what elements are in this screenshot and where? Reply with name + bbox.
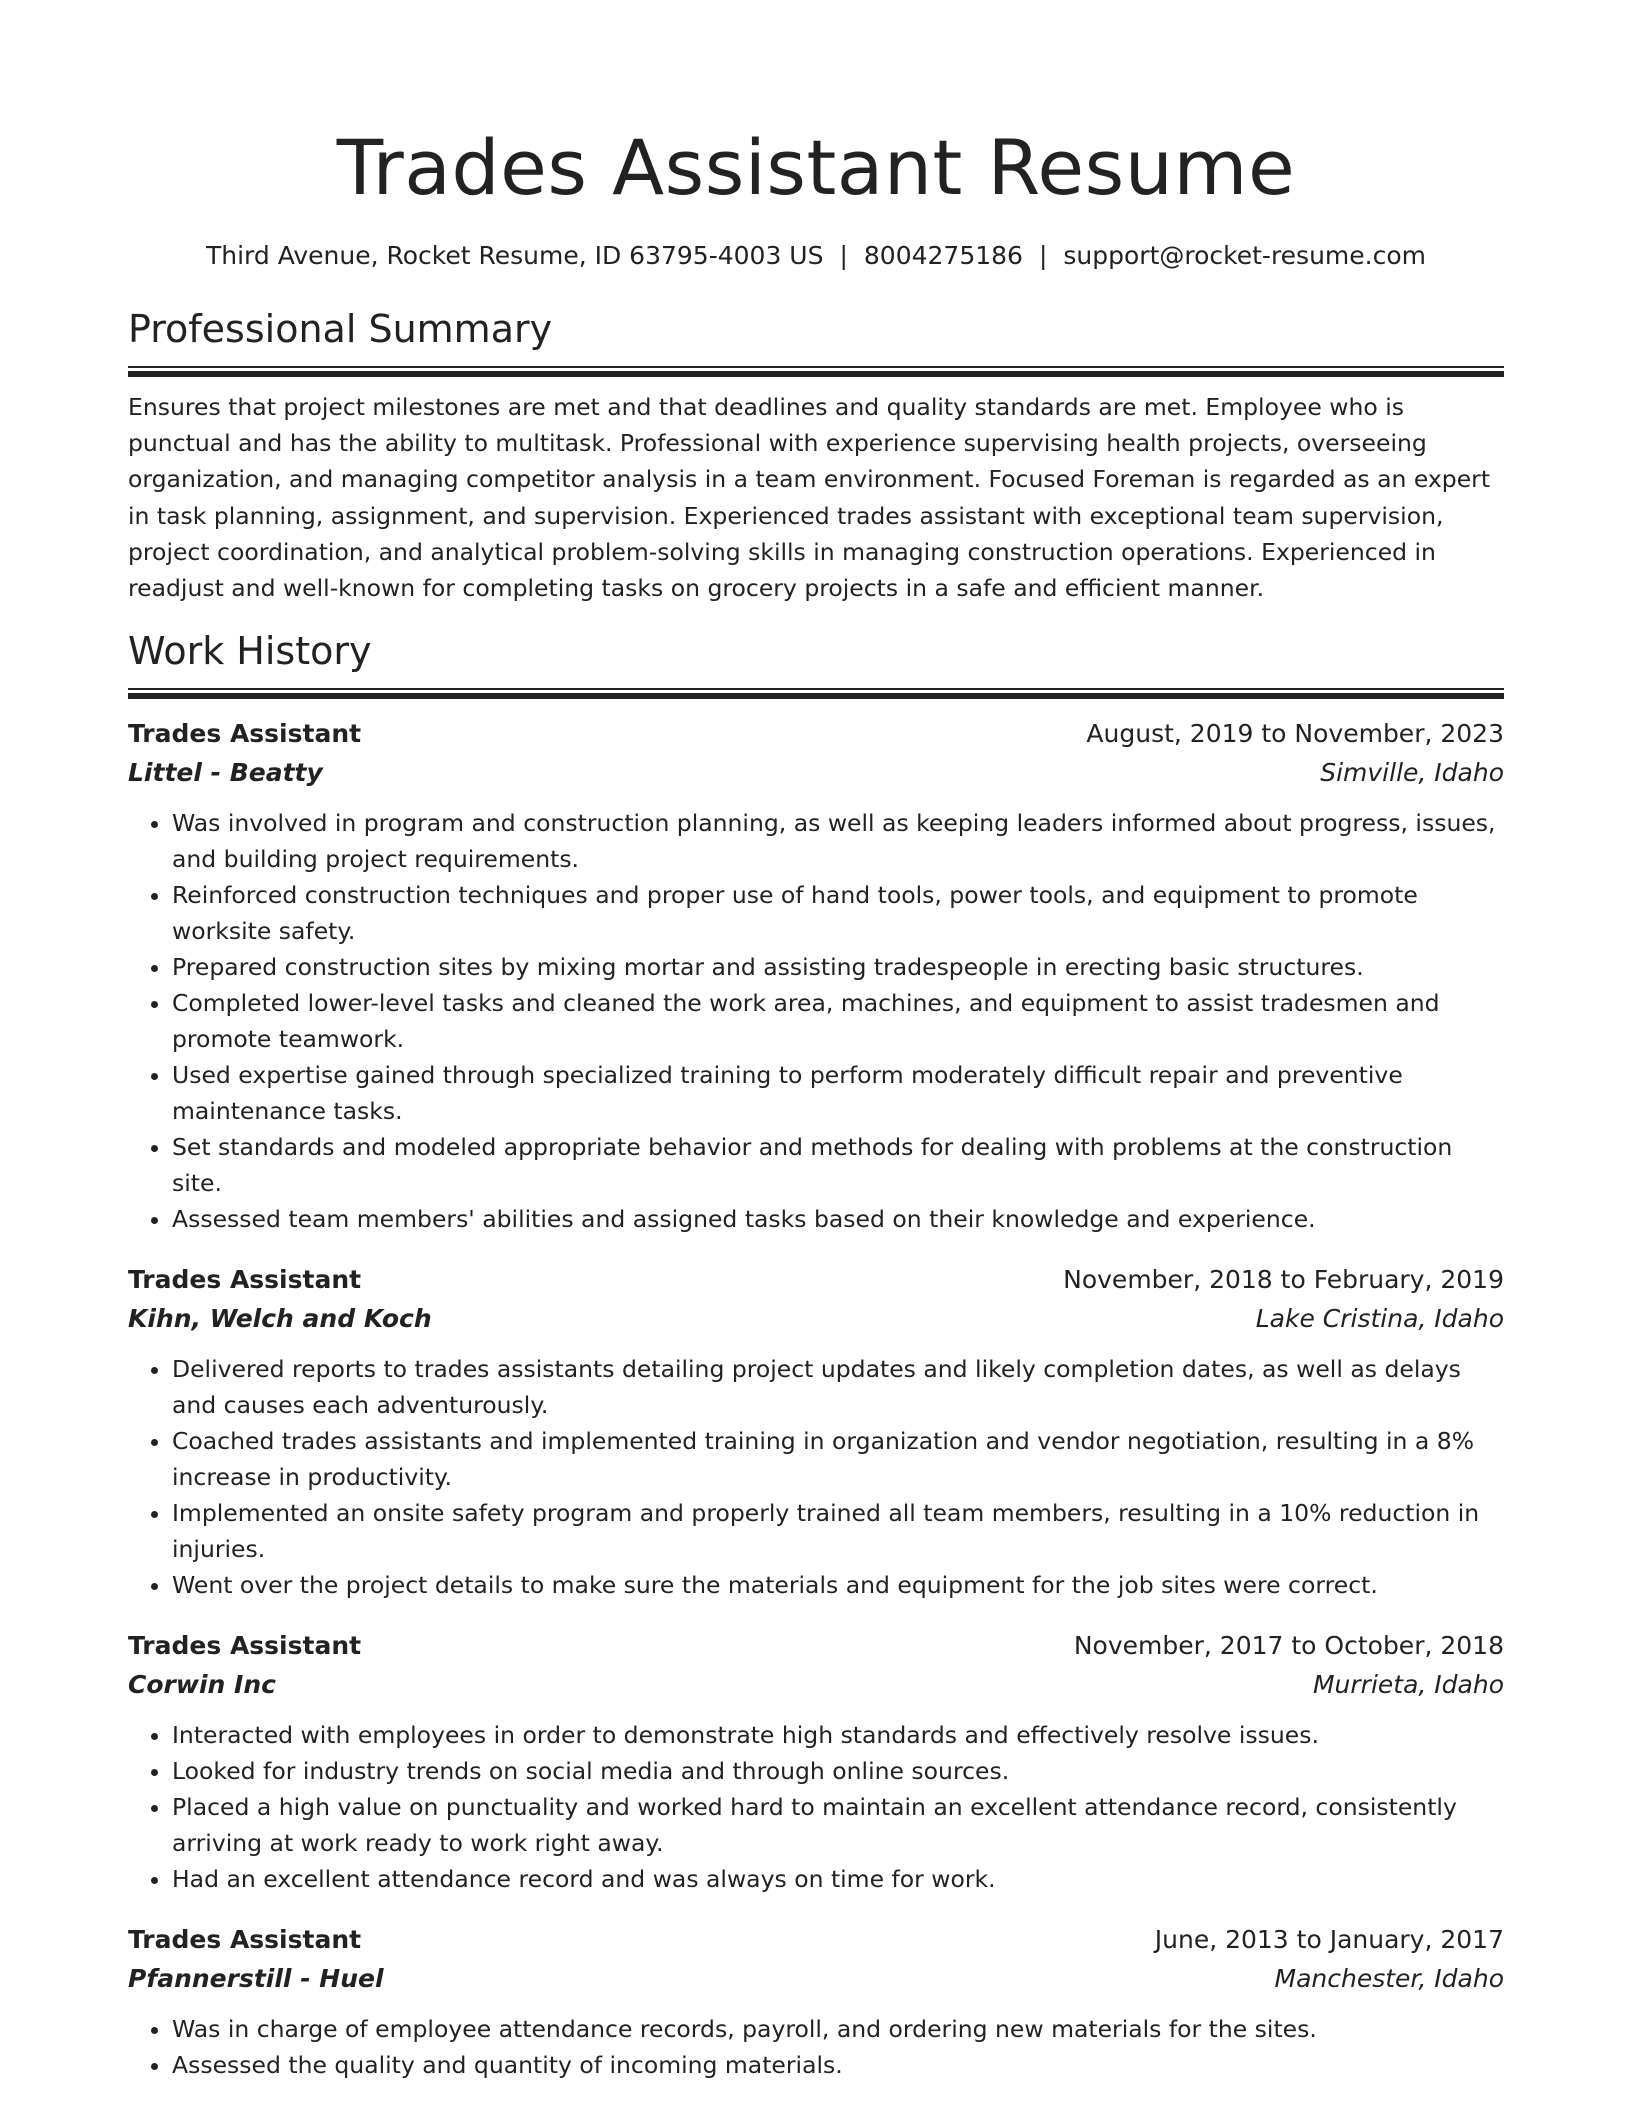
job-entry bbox=[128, 715, 1504, 1237]
job-title: Trades Assistant bbox=[128, 1925, 362, 1955]
job-bullet: • Coached trades assistants and implemented training in organization and vendor negotiation, resulting in a 8% increase in productivity. bbox=[172, 1423, 1504, 1495]
job-bullet: • Assessed team members' abilities and assigned tasks based on their knowledge and experience. bbox=[172, 1201, 1504, 1237]
contact-phone: 8004275186 bbox=[863, 241, 1023, 270]
contact-line bbox=[128, 238, 1504, 274]
job-location: Manchester, Idaho bbox=[1274, 1964, 1504, 1994]
job-location: Simville, Idaho bbox=[1320, 758, 1504, 788]
job-bullet-list bbox=[128, 1717, 1504, 1897]
job-company: Kihn, Welch and Koch bbox=[128, 1304, 432, 1334]
job-header-row bbox=[128, 715, 1504, 753]
job-header-row bbox=[128, 1921, 1504, 1959]
resume-page bbox=[128, 0, 1504, 2083]
job-bullet: • Was involved in program and construction planning, as well as keeping leaders informed about progress, issues, and building project requirements. bbox=[172, 805, 1504, 877]
resume-title: Trades Assistant Resume bbox=[336, 123, 1296, 212]
job-dates: November, 2018 to February, 2019 bbox=[1063, 1265, 1504, 1295]
job-bullet-list bbox=[128, 2011, 1504, 2083]
job-bullet: • Set standards and modeled appropriate behavior and methods for dealing with problems at the construction site. bbox=[172, 1129, 1504, 1201]
job-company-row bbox=[128, 1959, 1504, 1999]
job-company-row bbox=[128, 1665, 1504, 1705]
job-bullet: • Prepared construction sites by mixing mortar and assisting tradespeople in erecting basic structures. bbox=[172, 949, 1504, 985]
job-entry bbox=[128, 1921, 1504, 2083]
job-bullet: • Reinforced construction techniques and proper use of hand tools, power tools, and equipment to promote worksite safety. bbox=[172, 877, 1504, 949]
job-title: Trades Assistant bbox=[128, 1631, 362, 1661]
job-header-row bbox=[128, 1627, 1504, 1665]
job-company-row bbox=[128, 753, 1504, 793]
job-bullet: • Had an excellent attendance record and was always on time for work. bbox=[172, 1861, 1504, 1897]
job-company: Littel - Beatty bbox=[128, 758, 323, 788]
job-bullet: • Used expertise gained through specialized training to perform moderately difficult repair and preventive maintenance tasks. bbox=[172, 1057, 1504, 1129]
professional-summary-section bbox=[128, 304, 1504, 606]
job-bullet: • Interacted with employees in order to demonstrate high standards and effectively resolve issues. bbox=[172, 1717, 1504, 1753]
job-company: Corwin Inc bbox=[128, 1670, 276, 1700]
job-dates: June, 2013 to January, 2017 bbox=[1154, 1925, 1504, 1955]
job-company-row bbox=[128, 1299, 1504, 1339]
job-location: Lake Cristina, Idaho bbox=[1255, 1304, 1504, 1334]
job-bullet: • Looked for industry trends on social media and through online sources. bbox=[172, 1753, 1504, 1789]
work-history-section bbox=[128, 626, 1504, 2083]
job-company: Pfannerstill - Huel bbox=[128, 1964, 384, 1994]
job-bullet: • Delivered reports to trades assistants detailing project updates and likely completion dates, as well as delays and causes each adventurously. bbox=[172, 1351, 1504, 1423]
job-header-row bbox=[128, 1261, 1504, 1299]
job-bullet: • Placed a high value on punctuality and worked hard to maintain an excellent attendance record, consistently arriving at work ready to work right away. bbox=[172, 1789, 1504, 1861]
job-bullet-list bbox=[128, 805, 1504, 1237]
section-divider bbox=[128, 366, 1504, 377]
job-bullet: • Assessed the quality and quantity of incoming materials. bbox=[172, 2047, 1504, 2083]
contact-separator: | bbox=[1038, 241, 1048, 270]
job-bullet-list bbox=[128, 1351, 1504, 1603]
job-bullet: • Implemented an onsite safety program and properly trained all team members, resulting in a 10% reduction in injuries. bbox=[172, 1495, 1504, 1567]
contact-separator: | bbox=[839, 241, 848, 270]
section-heading-work-history: Work History bbox=[128, 629, 372, 674]
job-bullet: • Went over the project details to make sure the materials and equipment for the job sites were correct. bbox=[172, 1567, 1504, 1603]
section-heading-summary: Professional Summary bbox=[128, 307, 553, 351]
section-divider bbox=[128, 688, 1504, 699]
job-entry bbox=[128, 1261, 1504, 1603]
contact-address: Third Avenue, Rocket Resume, ID 63795-4003 US bbox=[205, 241, 824, 270]
job-bullet: • Was in charge of employee attendance records, payroll, and ordering new materials for the sites. bbox=[172, 2011, 1504, 2047]
job-title: Trades Assistant bbox=[128, 1265, 362, 1295]
job-location: Murrieta, Idaho bbox=[1312, 1670, 1504, 1700]
job-bullet: • Completed lower-level tasks and cleaned the work area, machines, and equipment to assist tradesmen and promote teamwork. bbox=[172, 985, 1504, 1057]
job-dates: August, 2019 to November, 2023 bbox=[1086, 719, 1504, 749]
job-entry bbox=[128, 1627, 1504, 1897]
summary-text: Ensures that project milestones are met and that deadlines and quality standards are met. Employee who is punctual and has the ability to multitask. Professional with experience supervising health projects, overseeing organization, and managing competitor analysis in a team environment. Focused Foreman is regarded as an expert in task planning, assignment, and supervision. Experienced trades assistant with exceptional team supervision, project coordination, and analytical problem-solving skills in managing construction operations. Experienced in readjust and well-known for completing tasks on grocery projects in a safe and efficient manner. bbox=[128, 393, 1491, 603]
job-title: Trades Assistant bbox=[128, 719, 362, 749]
job-dates: November, 2017 to October, 2018 bbox=[1073, 1631, 1504, 1661]
contact-email: support@rocket-resume.com bbox=[1063, 241, 1427, 270]
